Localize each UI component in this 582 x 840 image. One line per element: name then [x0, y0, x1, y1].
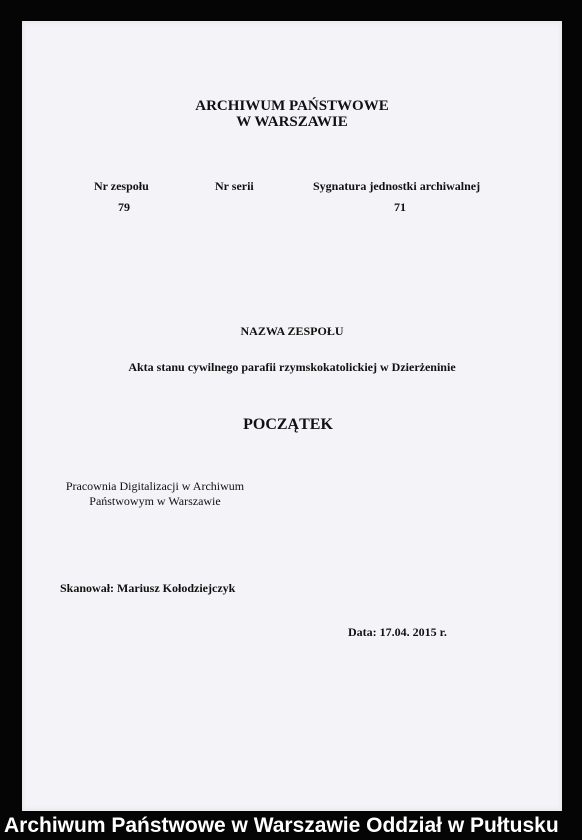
footer-watermark: Archiwum Państwowe w Warszawie Oddział w Pułtusku [4, 814, 559, 837]
fond-number-value: 79 [118, 200, 130, 214]
section-title: POCZĄTEK [243, 416, 333, 433]
scan-date: Data: 17.04. 2015 r. [348, 625, 447, 639]
digitization-lab [50, 479, 260, 509]
unit-signature-value: 71 [394, 200, 406, 214]
scanned-by: Skanował: Mariusz Kołodziejczyk [60, 581, 236, 595]
archive-name [22, 98, 562, 130]
document-page [22, 21, 562, 811]
digitization-lab-line2: Państwowym w Warszawie [89, 494, 221, 508]
fond-heading: NAZWA ZESPOŁU [240, 324, 344, 338]
archive-name-line2: W WARSZAWIE [236, 114, 348, 130]
digitization-lab-line1: Pracownia Digitalizacji w Archiwum [65, 479, 245, 493]
archive-name-line1: ARCHIWUM PAŃSTWOWE [195, 98, 389, 114]
fond-number-label: Nr zespołu [94, 179, 149, 193]
fond-name: Akta stanu cywilnego parafii rzymskokatolickiej w Dzierżeninie [128, 360, 456, 374]
series-number-label: Nr serii [215, 179, 254, 193]
unit-signature-label: Sygnatura jednostki archiwalnej [313, 179, 481, 193]
